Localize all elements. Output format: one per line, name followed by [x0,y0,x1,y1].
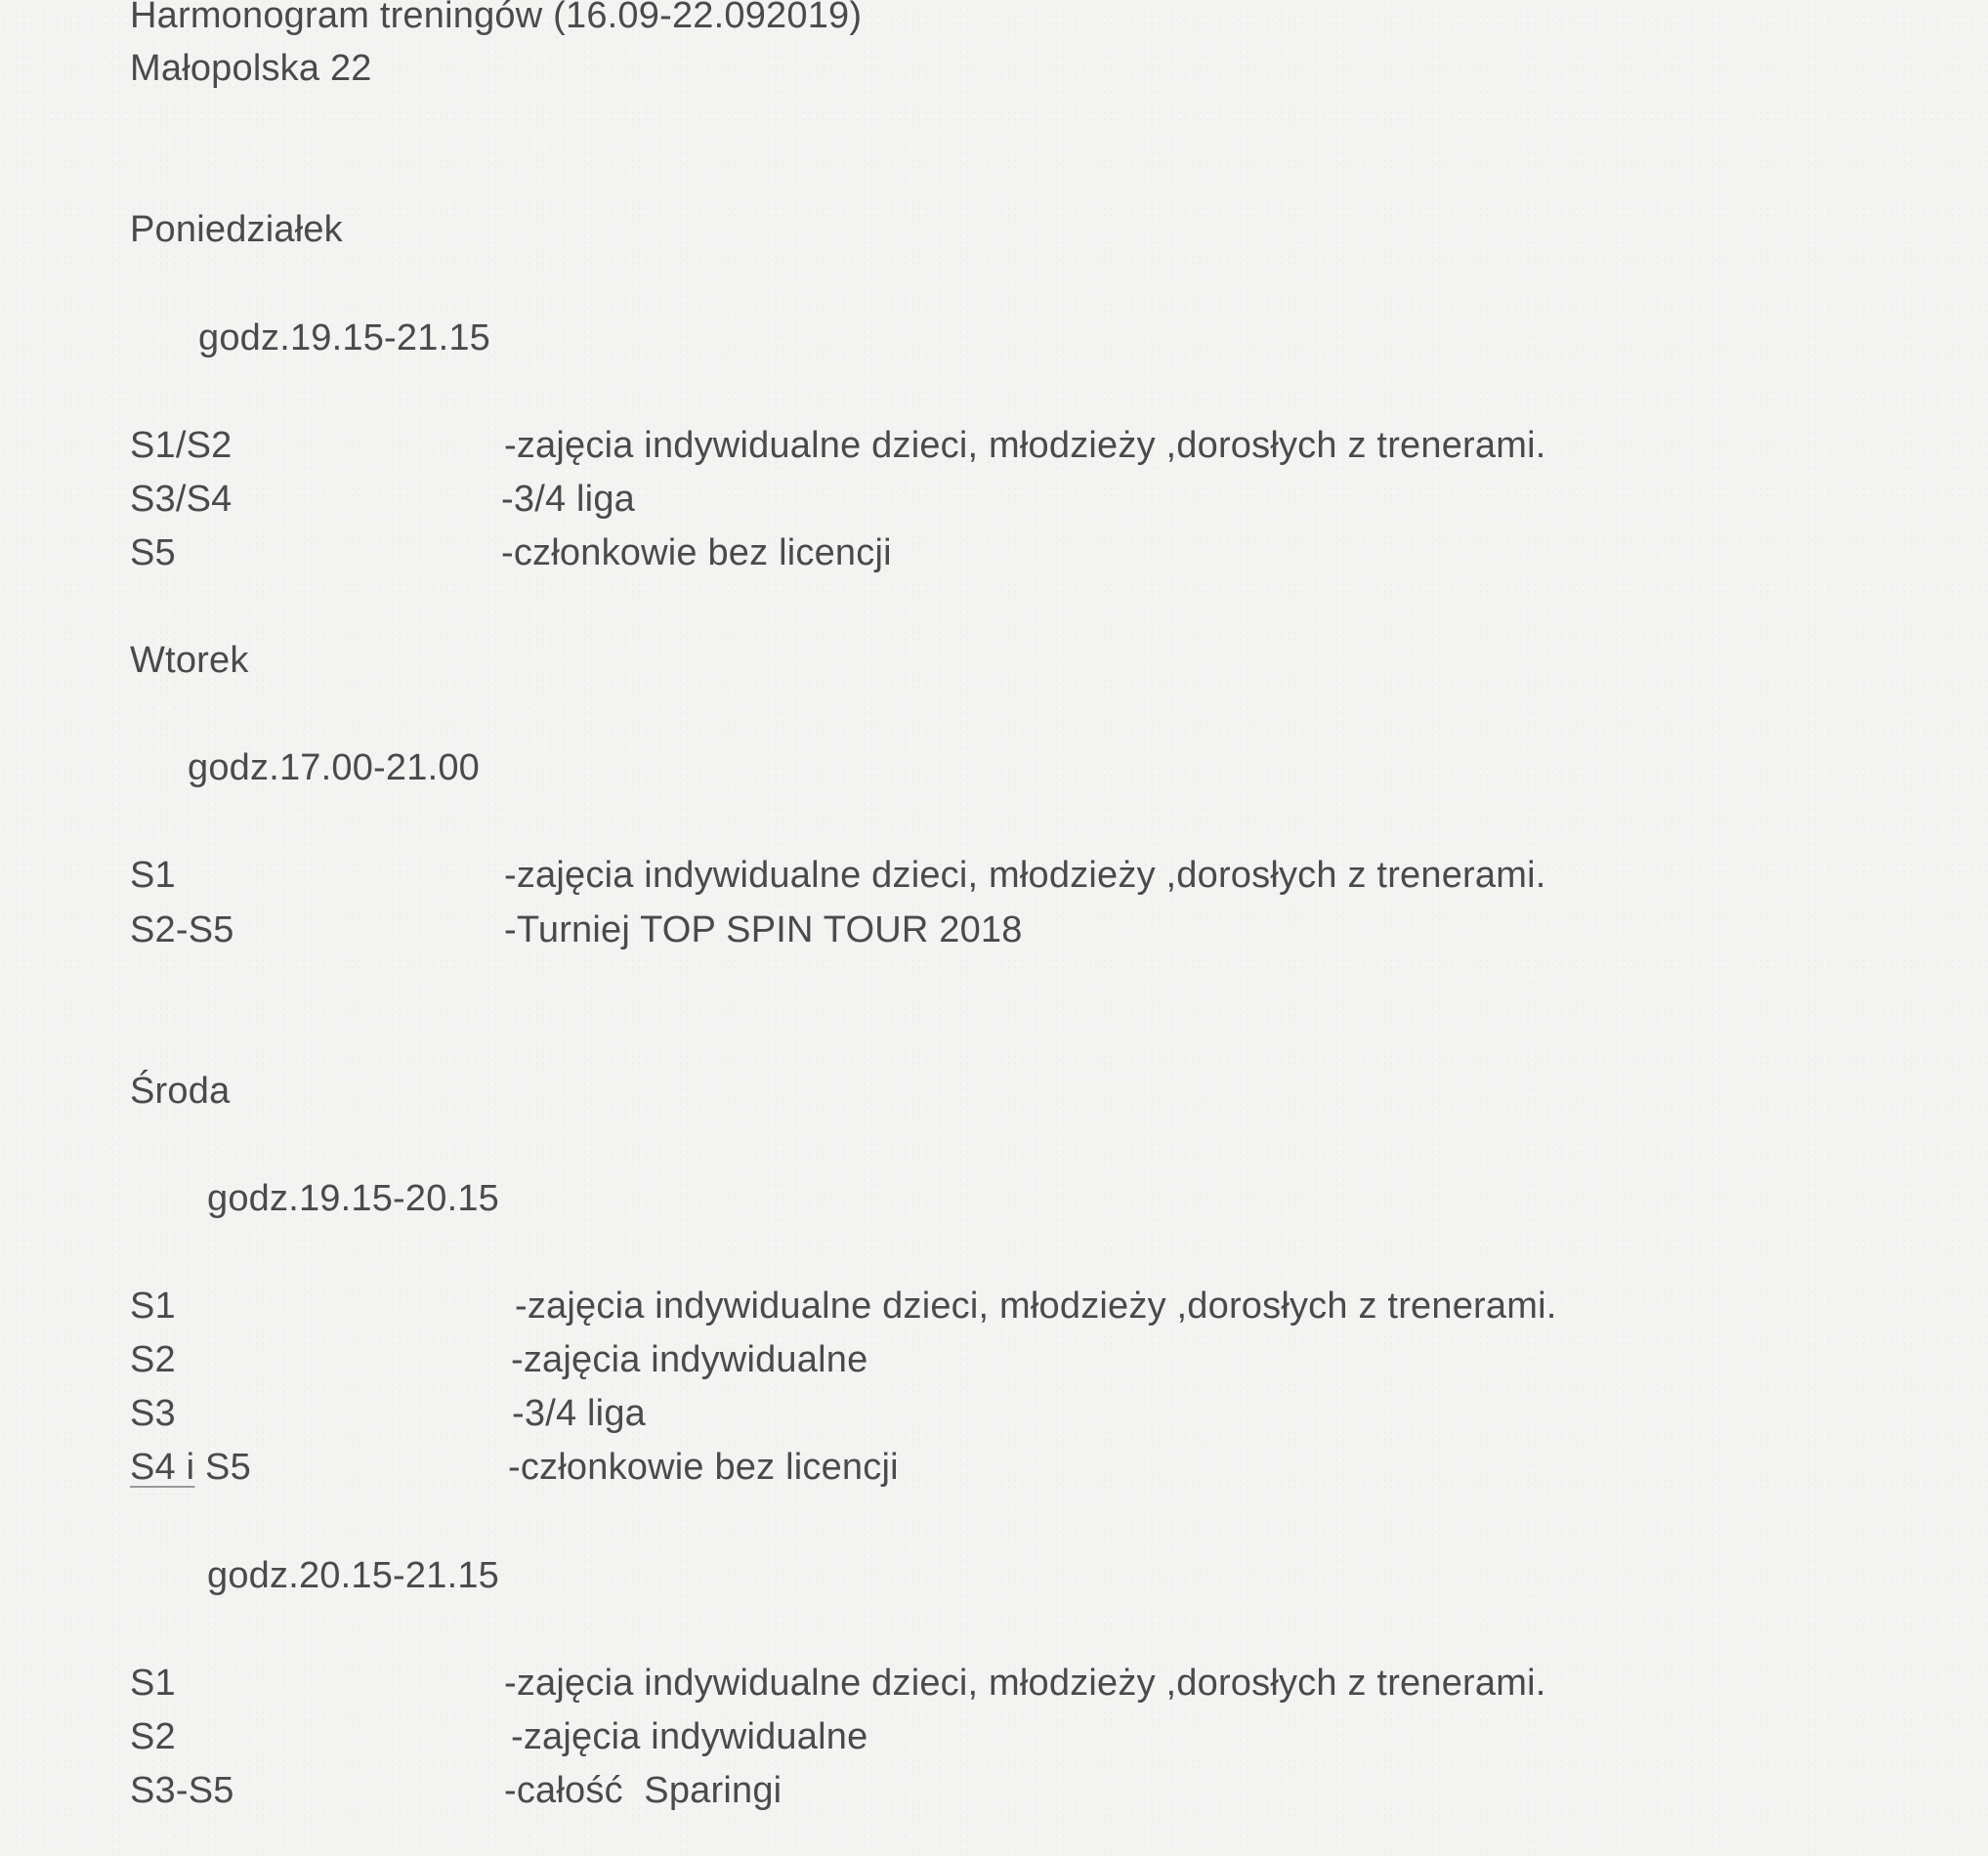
activity-description: -zajęcia indywidualne dzieci, młodzieży ,dorosłych z trenerami. [504,1663,1546,1704]
activity-description: -3/4 liga [512,1393,646,1434]
table-label: S3/S4 [130,479,233,520]
table-label: S3 [130,1393,176,1434]
activity-description: -zajęcia indywidualne dzieci, młodzieży ,dorosłych z trenerami. [504,855,1546,896]
activity-description: -zajęcia indywidualne [511,1716,868,1757]
day-heading-tuesday: Wtorek [130,640,249,681]
day-heading-wednesday: Środa [130,1071,231,1112]
activity-description: -członkowie bez licencji [508,1447,899,1488]
activity-description: -członkowie bez licencji [501,532,892,573]
address-line: Małopolska 22 [130,48,372,89]
table-label: S5 [130,532,176,573]
table-label [130,1445,251,1490]
document-title: Harmonogram treningów (16.09-22.092019) [130,0,863,36]
table-label: S1 [130,1286,176,1327]
activity-description: -zajęcia indywidualne [511,1339,868,1380]
activity-description: -zajęcia indywidualne dzieci, młodzieży ,dorosłych z trenerami. [515,1286,1557,1327]
session-time: godz.19.15-20.15 [207,1178,499,1219]
table-label: S1/S2 [130,425,233,466]
table-label: S2 [130,1339,176,1380]
activity-description: -Turniej TOP SPIN TOUR 2018 [504,909,1023,950]
table-label: S2 [130,1716,176,1757]
table-label-rest: S5 [194,1447,251,1488]
session-time: godz.20.15-21.15 [207,1555,499,1596]
activity-description: -3/4 liga [501,479,635,520]
table-label: S1 [130,855,176,896]
session-time: godz.19.15-21.15 [198,317,490,359]
table-label: S3-S5 [130,1770,234,1811]
table-label-underlined: S4 i [130,1447,195,1488]
table-label: S2-S5 [130,909,234,950]
day-heading-monday: Poniedziałek [130,209,343,250]
session-time: godz.17.00-21.00 [188,747,480,788]
activity-description: -całość Sparingi [504,1770,783,1811]
activity-description: -zajęcia indywidualne dzieci, młodzieży ,dorosłych z trenerami. [504,425,1546,466]
table-label: S1 [130,1663,176,1704]
